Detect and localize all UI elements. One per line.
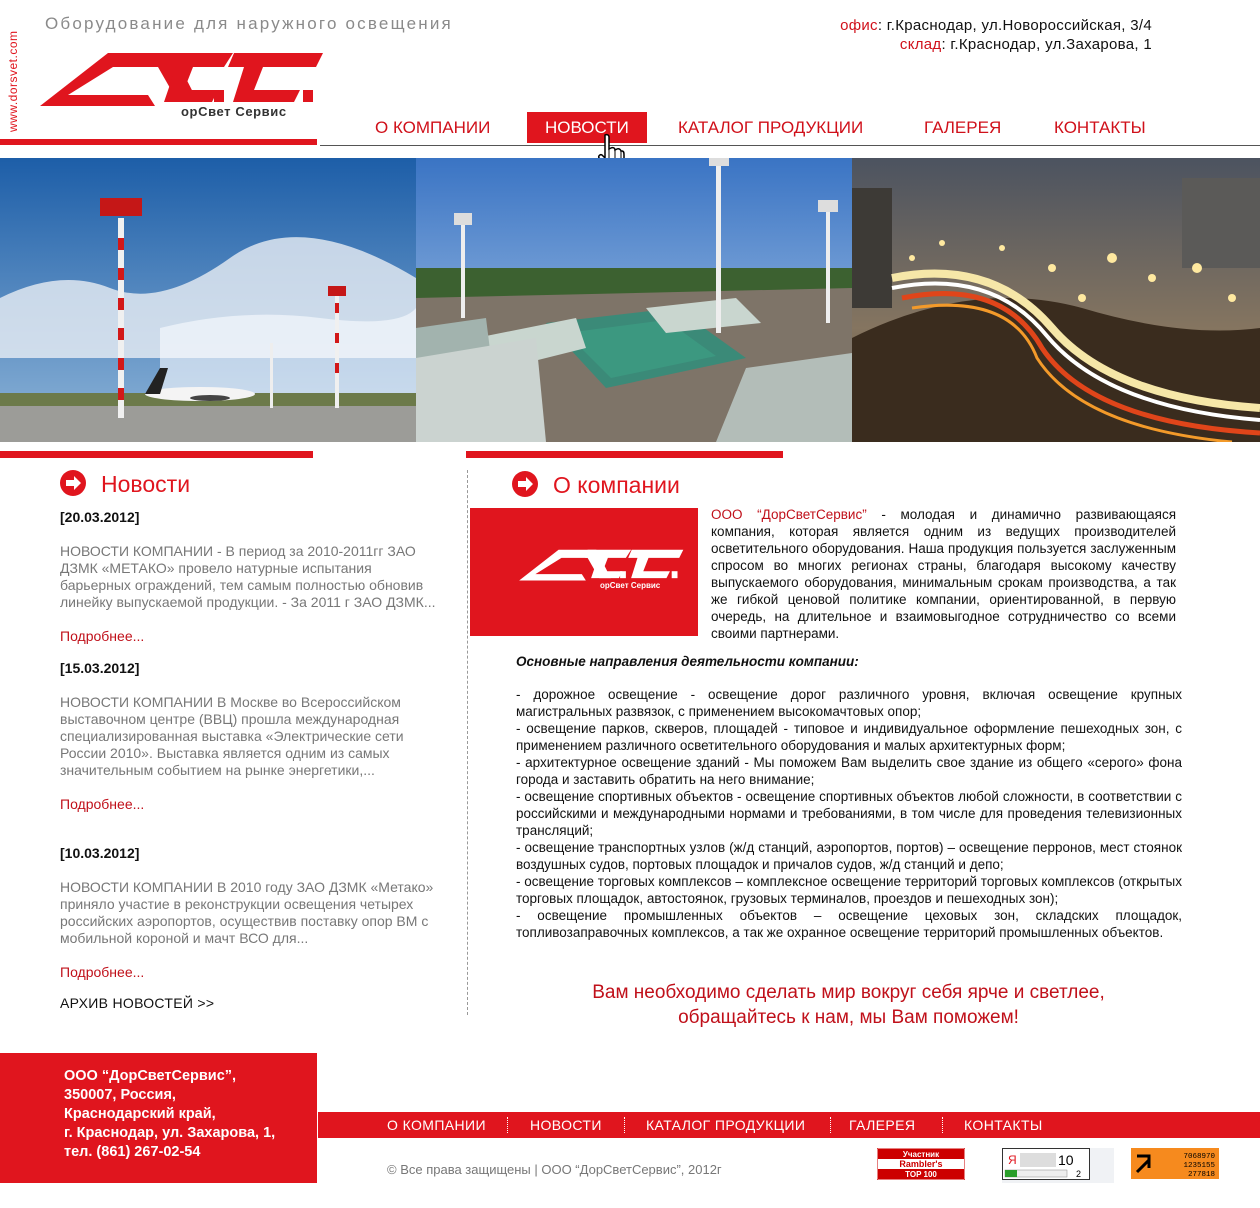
news-red-bar	[0, 451, 313, 458]
news-item	[60, 845, 445, 981]
nav-about[interactable]: О КОМПАНИИ	[375, 118, 491, 137]
news-more-link[interactable]: Подробнее...	[60, 628, 145, 644]
photo-stadium	[416, 158, 852, 442]
rambler-top100-icon	[877, 1148, 965, 1180]
arrow-right-icon	[60, 470, 86, 496]
direction-item: - освещение спортивных объектов - освещение спортивных объектов любой сложности, в соответствии с российскими и международными нормами и требованиями, в том числе для проведения телевизионных трансляций;	[516, 789, 1182, 838]
footer-nav-separator	[942, 1117, 943, 1133]
directions-title: Основные направления деятельности компании:	[516, 654, 859, 669]
logo-text: орСвет Сервис	[181, 104, 287, 119]
photo-banner	[0, 158, 1260, 442]
direction-item: - освещение парков, скверов, площадей - типовое и индивидуальное оформление пешеходных зон, с применением различного осветительного оборудования и малых архитектурных форм;	[516, 721, 1182, 753]
news-date: [15.03.2012]	[60, 660, 140, 676]
slogan	[480, 980, 1217, 1030]
footer-nav-news[interactable]: НОВОСТИ	[530, 1117, 602, 1133]
about-red-bar	[466, 451, 783, 458]
footer-line: 350007, Россия,	[64, 1087, 176, 1103]
news-text: НОВОСТИ КОМПАНИИ В Москве во Всероссийском выставочном центре (ВВЦ) прошла международная специализированная выставка «Электрические сети России 2010». Выставка является одним из самых значительным событием на рынке энергетики,...	[60, 694, 404, 778]
footer-contact-text	[64, 1067, 275, 1162]
stadium-photo-icon	[416, 158, 852, 442]
arrow-right-icon	[512, 471, 538, 497]
warehouse-address	[840, 35, 1152, 54]
li-value-2: 1235155	[1183, 1162, 1215, 1170]
news-date: [20.03.2012]	[60, 509, 140, 525]
airport-photo-icon	[0, 158, 416, 442]
direction-item: - освещение торговых комплексов – комплексное освещение территорий торговых комплексов (открытых торговых площадок, автостоянок, грузовых терминалов, проездов и пешеходных зон);	[516, 874, 1182, 906]
about-logo-text: орСвет Сервис	[600, 581, 661, 590]
rambler-line-2: Rambler's	[899, 1159, 943, 1169]
footer-nav-gallery[interactable]: ГАЛЕРЕЯ	[849, 1117, 916, 1133]
direction-item: - освещение промышленных объектов – освещение цеховых зон, складских площадок, топливозаправочных комплексов, а так же охранное освещение территорий промышленных объектов.	[516, 908, 1182, 940]
yandex-counter[interactable]	[1002, 1148, 1114, 1183]
contact-address	[840, 16, 1152, 54]
footer-nav	[318, 1112, 1260, 1138]
footer-nav-about[interactable]: О КОМПАНИИ	[387, 1117, 486, 1133]
office-address	[840, 16, 1152, 35]
warehouse-address-text: : г.Краснодар, ул.Захарова, 1	[941, 36, 1152, 53]
site-url-text: www.dorsvet.com	[6, 30, 20, 132]
rambler-line-1: Участник	[902, 1150, 940, 1159]
footer-nav-catalog[interactable]: КАТАЛОГ ПРОДУКЦИИ	[646, 1117, 806, 1133]
footer-nav-separator	[830, 1117, 831, 1133]
liveinternet-icon	[1131, 1148, 1219, 1179]
footer-line: Краснодарский край,	[64, 1106, 216, 1122]
about-company-name: ООО “ДорСветСервис”	[711, 507, 867, 522]
slogan-line-1: Вам необходимо сделать мир вокруг себя ярче и светлее,	[592, 982, 1105, 1003]
photo-airport	[0, 158, 416, 442]
footer-nav-contacts[interactable]: КОНТАКТЫ	[964, 1117, 1043, 1133]
warehouse-label: склад	[899, 36, 942, 53]
main-nav	[320, 112, 1260, 146]
vertical-site-url	[6, 12, 20, 132]
night-road-photo-icon	[852, 158, 1260, 442]
yandex-letter: Я	[1008, 1153, 1017, 1167]
li-value-1: 7068970	[1183, 1153, 1215, 1161]
nav-gallery[interactable]: ГАЛЕРЕЯ	[924, 118, 1002, 137]
rambler-line-3: TOP 100	[905, 1170, 937, 1179]
logo-mark-icon	[470, 508, 698, 636]
nav-catalog[interactable]: КАТАЛОГ ПРОДУКЦИИ	[678, 118, 864, 137]
copyright: © Все права защищены | ООО “ДорСветСервис”, 2012г	[387, 1162, 722, 1177]
news-item	[60, 660, 445, 813]
about-logo	[470, 508, 698, 636]
footer-contacts	[0, 1053, 317, 1183]
column-divider	[467, 470, 468, 1015]
li-value-3: 277818	[1187, 1171, 1215, 1179]
about-intro-text: - молодая и динамично развивающаяся компания, которая является одним из ведущих производителей осветительного оборудования. Наша продукция пользуется заслуженным спросом во многих регионах страны, благодаря высокому качеству выпускаемого оборудования, минимальным срокам производства, а так же гибкой ценовой политике компании, ориентированной, в первую очередь, на длительное и взаимовыгодное сотрудничество со всеми своими партнерами.	[711, 507, 1177, 641]
direction-item: - архитектурное освещение зданий - Мы поможем Вам выделить свое здание из общего «серого» фона города и заставить обратить на него внимание;	[516, 755, 1182, 787]
footer-line: г. Краснодар, ул. Захарова, 1,	[64, 1125, 276, 1141]
footer-line: ООО “ДорСветСервис”,	[64, 1068, 237, 1084]
direction-item: - освещение транспортных узлов (ж/д станций, аэропортов, портов) – освещение перронов, мест стоянок воздушных судов, портовых площадок и причалов судов, ж/д станций и депо;	[516, 840, 1182, 872]
yandex-cy-icon	[1002, 1148, 1090, 1180]
news-archive-link[interactable]: АРХИВ НОВОСТЕЙ >>	[60, 995, 215, 1011]
footer-nav-separator	[507, 1117, 508, 1133]
slogan-line-2: обращайтесь к нам, мы Вам поможем!	[678, 1007, 1019, 1028]
about-title: О компании	[553, 472, 680, 498]
news-title: Новости	[101, 471, 191, 497]
liveinternet-counter[interactable]	[1131, 1148, 1219, 1179]
nav-news[interactable]: НОВОСТИ	[527, 112, 647, 143]
photo-night-road	[852, 158, 1260, 442]
logo-underline	[0, 139, 317, 145]
news-text: НОВОСТИ КОМПАНИИ В 2010 году ЗАО ДЗМК «Метако» приняло участие в реконструкции освещения четырех российских аэропортов, осуществив поставку опор ВМ с мобильной короной и мачт ВСО для...	[60, 879, 434, 946]
office-label: офис	[840, 17, 878, 34]
news-more-link[interactable]: Подробнее...	[60, 796, 145, 812]
directions-list	[516, 686, 1182, 941]
footer-line: тел. (861) 267-02-54	[64, 1144, 201, 1160]
rambler-counter[interactable]	[877, 1148, 965, 1180]
about-intro	[711, 506, 1176, 642]
site-logo[interactable]	[38, 50, 323, 130]
yandex-value: 10	[1058, 1152, 1074, 1168]
news-item	[60, 509, 445, 645]
yandex-small: 2	[1076, 1169, 1082, 1179]
footer-nav-separator	[624, 1117, 625, 1133]
site-tagline: Оборудование для наружного освещения	[45, 14, 453, 33]
office-address-text: : г.Краснодар, ул.Новороссийская, 3/4	[877, 17, 1152, 34]
news-date: [10.03.2012]	[60, 845, 140, 861]
direction-item: - дорожное освещение - освещение дорог различного уровня, включая освещение крупных магистральных развязок, с применением высокомачтовых опор;	[516, 687, 1182, 719]
news-text: НОВОСТИ КОМПАНИИ - В период за 2010-2011гг ЗАО ДЗМК «МЕТАКО» провело натурные испытания барьерных ограждений, тем самым полностью обновив линейку выпускаемой продукции. - За 2011 г ЗАО ДЗМК...	[60, 543, 436, 610]
nav-contacts[interactable]: КОНТАКТЫ	[1054, 118, 1146, 137]
news-more-link[interactable]: Подробнее...	[60, 964, 145, 980]
